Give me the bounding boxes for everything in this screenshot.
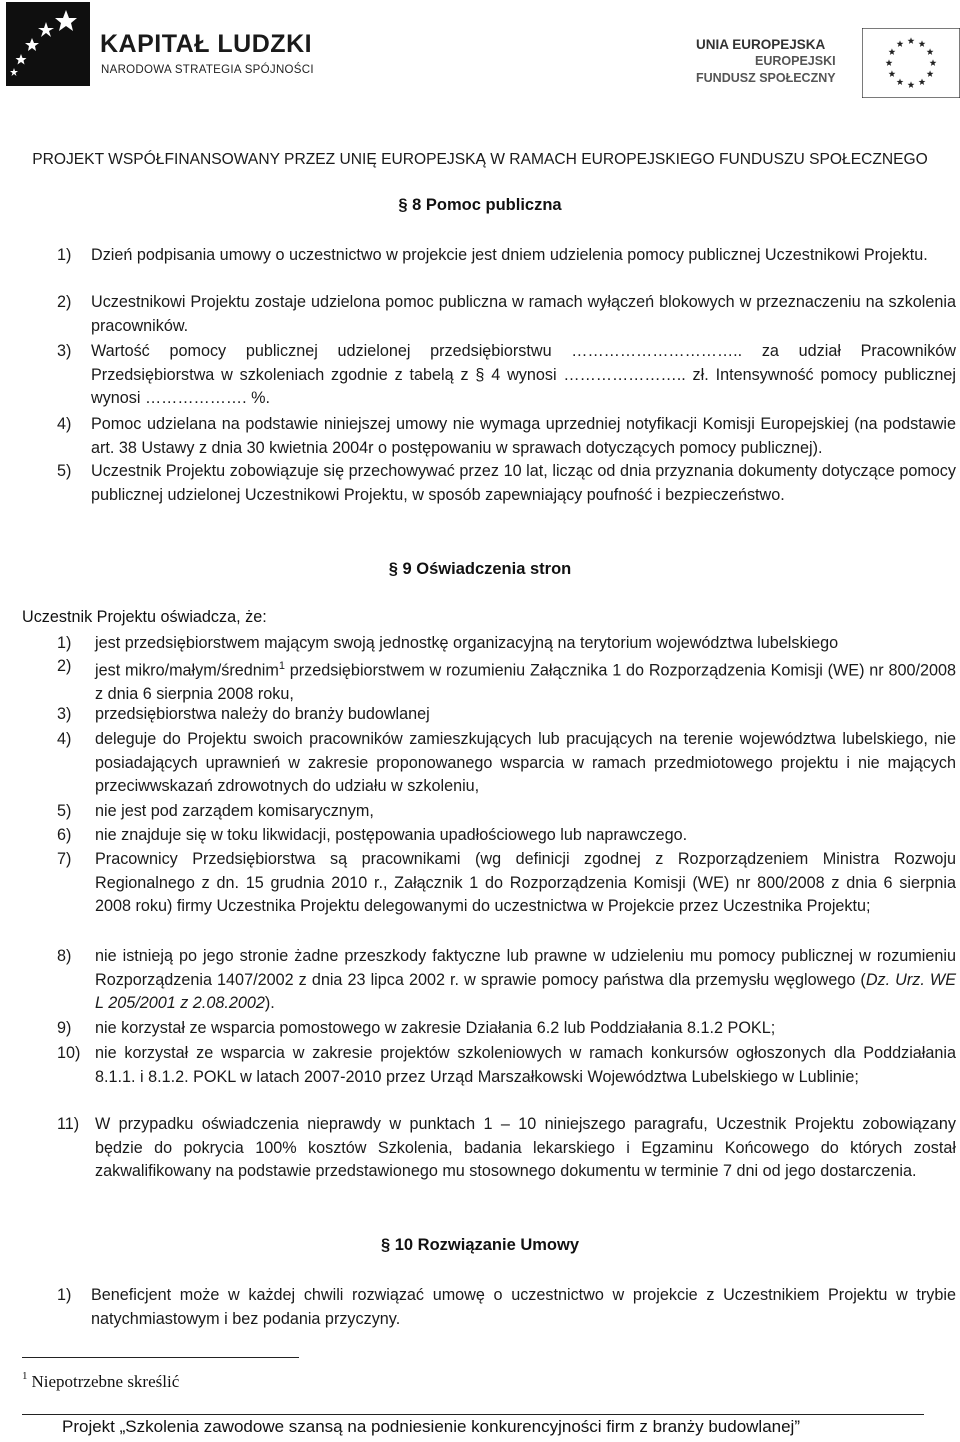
kapital-ludzki-subtitle: NARODOWA STRATEGIA SPÓJNOŚCI: [101, 64, 314, 76]
s8-item-4-text: Pomoc udzielana na podstawie niniejszej umowy nie wymaga uprzedniej notyfikacji Komisji Europejskiej (na podstawie art. 38 Ustawy z dnia 30 kwietnia 2004r o postępowaniu w sprawach dotyczących pomocy publicznej).: [91, 415, 956, 457]
s9-item-6-text: nie znajduje się w toku likwidacji, postępowania upadłościowego lub naprawczego.: [95, 826, 688, 844]
s9-item-11-text: W przypadku oświadczenia nieprawdy w punktach 1 – 10 niniejszego paragrafu, Uczestnik Projektu zobowiązany będzie do pokrycia 100% kosztów Szkolenia, badania lekarskiego i Egzaminu Końcowego do których został zakwalifikowany na podstawie przedstawionego mu stosownego dokumentu w terminie 7 dni od jego dostarczenia.: [95, 1115, 956, 1180]
footnote-text: Niepotrzebne skreślić: [31, 1372, 180, 1391]
s9-item-8-citation: Dz. Urz. WE L 205/2001 z 2.08.2002: [95, 970, 956, 1012]
s9-item-4: [57, 728, 956, 799]
s9-item-9-number: 9): [57, 1019, 72, 1037]
s9-item-3-text: przedsiębiorstwa należy do branży budowlanej: [95, 705, 430, 723]
s8-item-5-number: 5): [57, 462, 72, 480]
eu-line1: UNIA EUROPEJSKA: [696, 37, 826, 52]
footer-text: Projekt „Szkolenia zawodowe szansą na podniesienie konkurencyjności firm z branży budowlanej”: [62, 1417, 800, 1436]
s9-item-6-number: 6): [57, 826, 72, 844]
s8-item-3-text: Wartość pomocy publicznej udzielonej przedsiębiorstwu ………………………….. za udział Pracowników Przedsiębiorstwa w szkoleniach zgodnie z tabelą z § 4 wynosi ………………….. zł. Intensywność pomocy publicznej wynosi ………………. %.: [91, 342, 956, 407]
s8-item-1-number: 1): [57, 246, 72, 264]
s9-item-9-text: nie korzystał ze wsparcia pomostowego w zakresie Działania 6.2 lub Poddziałania 8.1.2 POKL;: [95, 1019, 776, 1037]
eu-logo-text: [696, 36, 836, 87]
footnote: [22, 1372, 179, 1392]
s10-item-1: [57, 1284, 956, 1331]
header-logos: [0, 0, 960, 110]
s9-item-7-text: Pracownicy Przedsiębiorstwa są pracownikami (wg definicji zgodnej z Rozporządzeniem Ministra Rozwoju Regionalnego z dn. 15 grudnia 2010 r., Załącznik 1 do Rozporządzenia Komisji (WE) nr 800/2008 z dnia 6 sierpnia 2008 roku) firmy Uczestnika Projektu delegowanymi do uczestnictwa w Projekcie przez Uczestnika Projektu;: [95, 850, 956, 915]
s9-item-8-number: 8): [57, 947, 72, 965]
s8-item-3: [57, 340, 956, 411]
s8-item-1: [57, 244, 956, 268]
s9-item-1-number: 1): [57, 634, 72, 652]
s9-item-3: [57, 703, 956, 727]
kapital-ludzki-title: KAPITAŁ LUDZKI: [100, 30, 313, 58]
s9-item-6: [57, 824, 956, 848]
footnote-separator: [22, 1357, 299, 1358]
s9-item-10-number: 10): [57, 1044, 81, 1062]
s8-item-4-number: 4): [57, 415, 72, 433]
footnote-mark: 1: [22, 1370, 28, 1382]
s9-item-8-text-before: nie istnieją po jego stronie żadne przeszkody faktyczne lub prawne w udzieleniu mu pomocy publicznej w rozumieniu Rozporządzenia 1407/2002 z dnia 23 lipca 2002 r. w sprawie pomocy państwa dla przemysłu węglowego (: [95, 947, 956, 989]
s9-item-9: [57, 1017, 956, 1041]
s9-item-5: [57, 800, 956, 824]
s8-item-5: [57, 460, 956, 507]
footer-separator: [22, 1414, 924, 1415]
s9-item-10-text: nie korzystał ze wsparcia w zakresie projektów szkoleniowych w ramach konkursów ogłoszonych dla Poddziałania 8.1.1. i 8.1.2. POKL w latach 2007-2010 przez Urząd Marszałkowski Województwa Lubelskiego w Lublinie;: [95, 1044, 956, 1086]
footnote-ref: 1: [278, 660, 285, 672]
project-banner: PROJEKT WSPÓŁFINANSOWANY PRZEZ UNIĘ EUROPEJSKĄ W RAMACH EUROPEJSKIEGO FUNDUSZU SPOŁECZNEGO: [32, 151, 928, 168]
s9-item-7: [57, 848, 956, 919]
s9-item-10: [57, 1042, 956, 1089]
section-9-title: § 9 Oświadczenia stron: [388, 560, 572, 578]
s8-item-3-number: 3): [57, 342, 72, 360]
kapital-ludzki-logo-icon: [6, 2, 90, 86]
s9-item-2-number: 2): [57, 657, 72, 675]
section-10-title: § 10 Rozwiązanie Umowy: [380, 1236, 580, 1254]
s9-item-1: [57, 632, 956, 656]
s8-item-2: [57, 291, 956, 338]
s10-item-1-text: Beneficjent może w każdej chwili rozwiązać umowę o uczestnictwo w projekcie z Uczestnikiem Projektu w trybie natychmiastowym i bez podania przyczyny.: [91, 1286, 956, 1328]
s9-item-11: [57, 1113, 956, 1184]
s9-item-2-text-after: przedsiębiorstwem w rozumieniu Załącznika 1 do Rozporządzenia Komisji (WE) nr 800/2008 z dnia 6 sierpnia 2008 roku,: [95, 661, 956, 703]
s9-item-8-text: [57, 945, 956, 1016]
s9-intro: Uczestnik Projektu oświadcza, że:: [22, 608, 267, 626]
s9-item-2: [57, 655, 956, 706]
s8-item-2-number: 2): [57, 293, 72, 311]
eu-line2: EUROPEJSKI: [755, 54, 836, 68]
s10-item-1-number: 1): [57, 1286, 72, 1304]
section-8-title: § 8 Pomoc publiczna: [398, 196, 562, 214]
s9-item-2-text: [57, 655, 956, 706]
s9-item-1-text: jest przedsiębiorstwem mającym swoją jednostkę organizacyjną na terytorium województwa lubelskiego: [95, 634, 839, 652]
s9-item-5-text: nie jest pod zarządem komisarycznym,: [95, 802, 374, 820]
s9-item-5-number: 5): [57, 802, 72, 820]
s9-item-8-text-after: ).: [264, 994, 275, 1012]
s8-item-4: [57, 413, 956, 460]
s8-item-2-text: Uczestnikowi Projektu zostaje udzielona pomoc publiczna w ramach wyłączeń blokowych w przeznaczeniu na szkolenia pracowników.: [91, 293, 956, 335]
s9-item-8: [57, 945, 956, 1016]
s9-item-4-text: deleguje do Projektu swoich pracowników zamieszkujących lub pracujących na terenie województwa lubelskiego, nie posiadających uprawnień w zakresie proponowanego wsparcia w ramach przedmiotowego projektu i nie mających przeciwwskazań zdrowotnych do udziału w szkoleniu,: [95, 730, 956, 795]
s9-item-2-text-before: jest mikro/małym/średnim: [95, 661, 279, 680]
s8-item-5-text: Uczestnik Projektu zobowiązuje się przechowywać przez 10 lat, licząc od dnia przyznania dokumenty dotyczące pomocy publicznej udzielonej Uczestnikowi Projektu, w sposób zapewniający poufność i bezpieczeństwo.: [91, 462, 956, 504]
s9-item-3-number: 3): [57, 705, 72, 723]
eu-flag-icon: [862, 28, 960, 98]
s9-item-4-number: 4): [57, 730, 72, 748]
s9-item-7-number: 7): [57, 850, 72, 868]
eu-line3: FUNDUSZ SPOŁECZNY: [696, 71, 836, 85]
s8-item-1-text: Dzień podpisania umowy o uczestnictwo w projekcie jest dniem udzielenia pomocy publicznej Uczestnikowi Projektu.: [91, 246, 928, 264]
s9-item-11-number: 11): [57, 1115, 80, 1133]
